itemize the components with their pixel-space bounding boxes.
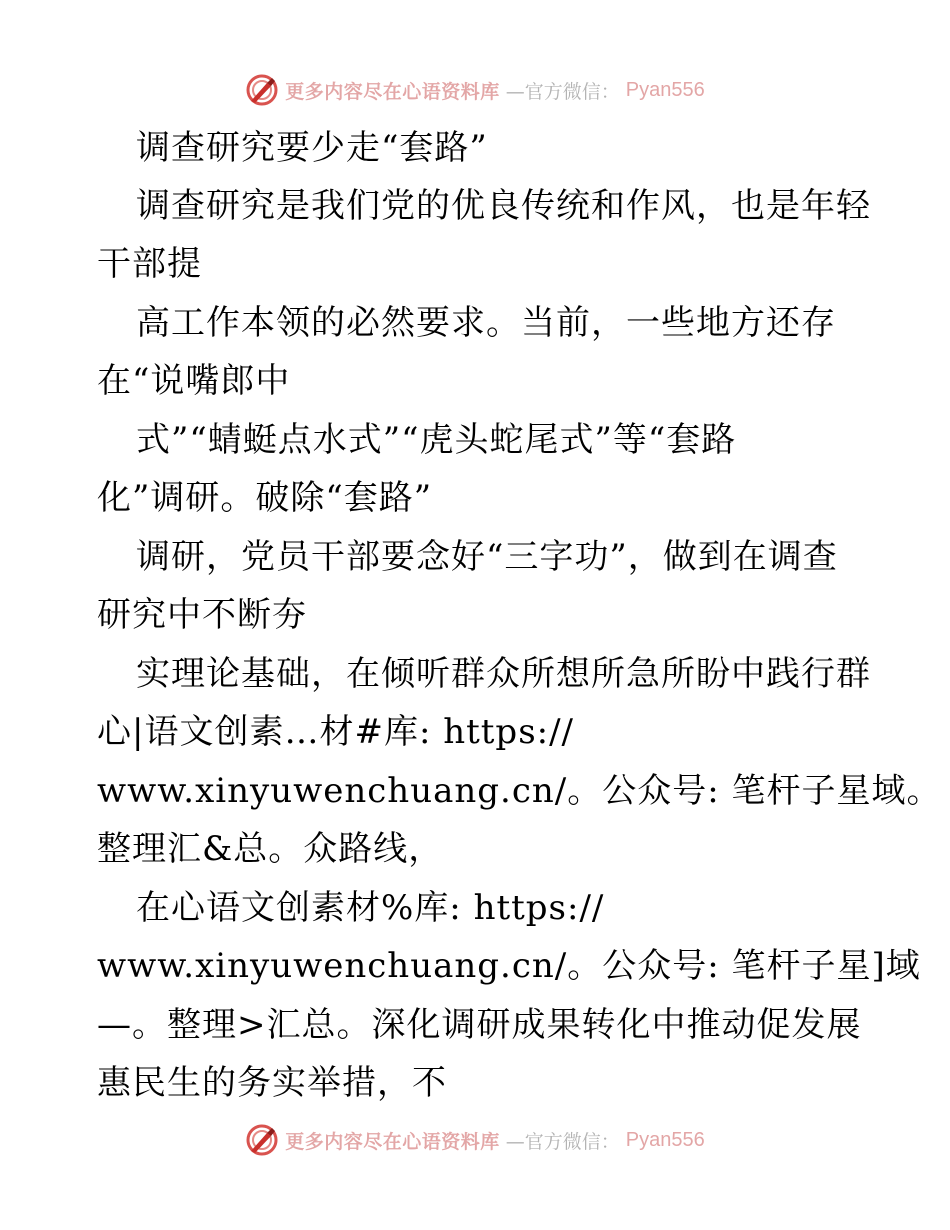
body-line: 化”调研。破除“套路”: [97, 478, 433, 518]
banner-sub-text: —官方微信：: [505, 1130, 620, 1153]
body-line: 高工作本领的必然要求。当前，一些地方还存: [136, 303, 836, 343]
document-title: 调查研究要少走“套路”: [136, 128, 488, 168]
body-line: —。整理>汇总。深化调研成果转化中推动促发展: [97, 1005, 862, 1045]
body-line: 整理汇&总。众路线，: [97, 829, 444, 869]
body-line: 实理论基础，在倾听群众所想所急所盼中践行群: [136, 654, 871, 694]
banner-content: [245, 1123, 705, 1157]
banner-sub-text: —官方微信：: [505, 80, 620, 103]
body-line: www.xinyuwenchuang.cn/。公众号: 笔杆子星域。: [97, 771, 942, 811]
body-line: 惠民生的务实举措，不: [97, 1063, 447, 1103]
banner-main-text: 更多内容尽在心语资料库: [285, 1130, 500, 1153]
body-line: 干部提: [97, 244, 202, 284]
pen-logo-icon: [245, 73, 279, 107]
banner-wechat-id: Pyan556: [625, 78, 705, 101]
body-line: 调研，党员干部要念好“三字功”，做到在调查: [136, 537, 838, 577]
body-line: 式”“蜻蜓点水式”“虎头蛇尾式”等“套路: [136, 420, 737, 460]
banner-content: [245, 73, 705, 107]
body-line: 调查研究是我们党的优良传统和作风，也是年轻: [136, 186, 871, 226]
body-line: www.xinyuwenchuang.cn/。公众号: 笔杆子星]域: [97, 946, 921, 986]
body-line: 心|语文创素…材#库: https://: [97, 712, 575, 752]
body-line: 在“说嘴郎中: [97, 361, 291, 401]
body-line: 研究中不断夯: [97, 595, 307, 635]
banner-main-text: 更多内容尽在心语资料库: [285, 80, 500, 103]
banner-wechat-id: Pyan556: [625, 1128, 705, 1151]
pen-logo-icon: [245, 1123, 279, 1157]
body-line: 在心语文创素材%库: https://: [136, 888, 605, 928]
header-watermark-banner: [0, 70, 950, 110]
footer-watermark-banner: [0, 1120, 950, 1160]
